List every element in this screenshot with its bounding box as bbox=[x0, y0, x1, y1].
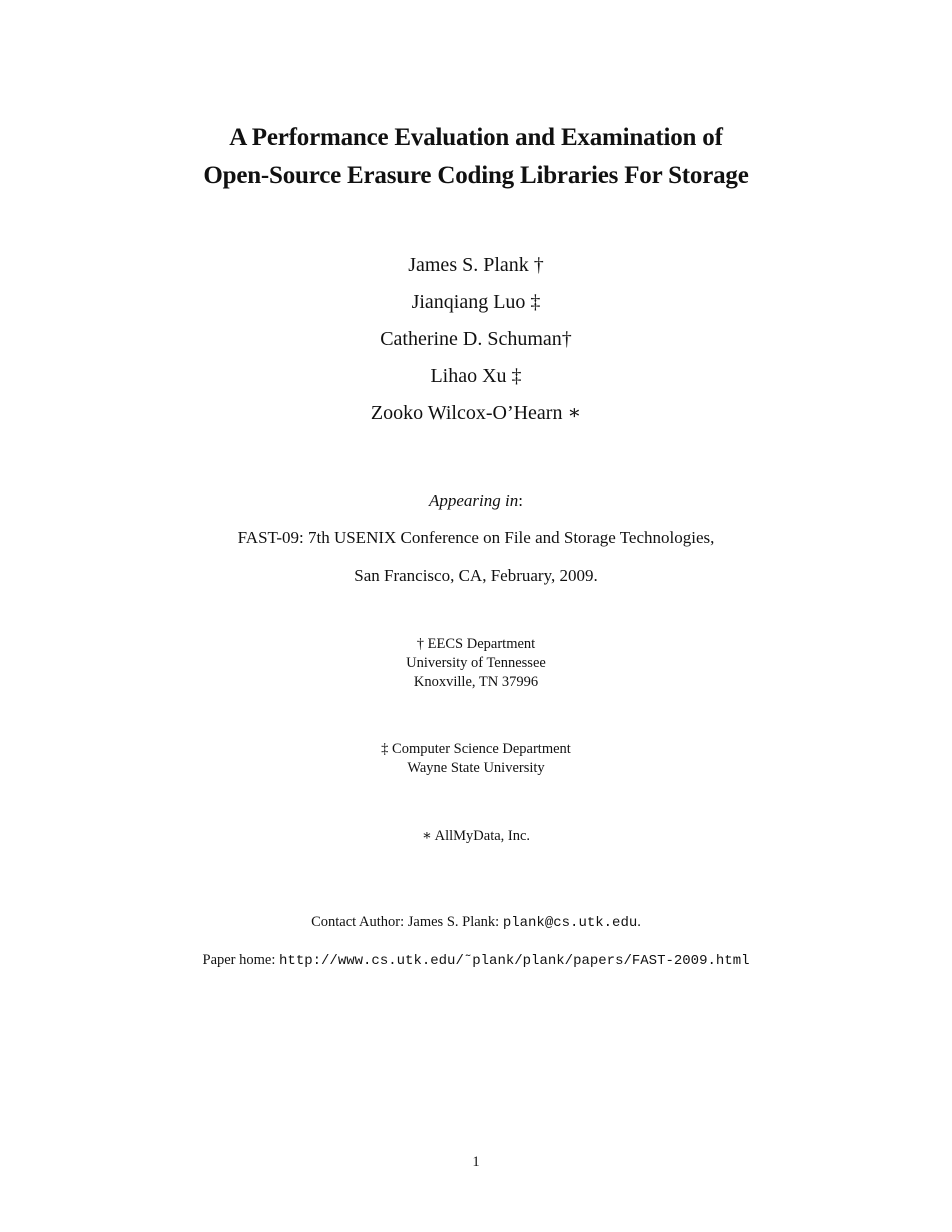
contact-author-line bbox=[0, 915, 952, 931]
paper-home-label: Paper home: bbox=[202, 952, 276, 968]
author-wilcox-ohearn: Zooko Wilcox-O’Hearn ∗ bbox=[370, 402, 582, 424]
contact-email-link[interactable]: plank@cs.utk.edu bbox=[502, 915, 638, 931]
author-xu: Lihao Xu ‡ bbox=[430, 365, 522, 387]
author-luo: Jianqiang Luo ‡ bbox=[411, 291, 541, 313]
affiliation-utk-university: University of Tennessee bbox=[406, 655, 546, 671]
title-line-1: A Performance Evaluation and Examination of bbox=[229, 124, 723, 151]
venue-line-1: FAST-09: 7th USENIX Conference on File and Storage Technologies, bbox=[237, 528, 715, 547]
contact-period: . bbox=[637, 914, 641, 930]
affiliation-wsu-university: Wayne State University bbox=[407, 760, 545, 776]
paper-home-line bbox=[0, 953, 952, 969]
affiliation-allmydata: ∗ AllMyData, Inc. bbox=[421, 828, 531, 844]
appearing-in-text: Appearing in bbox=[429, 491, 519, 510]
appearing-in-label bbox=[0, 492, 952, 509]
title-line-2: Open-Source Erasure Coding Libraries For Storage bbox=[203, 162, 749, 189]
affiliation-wsu-department: ‡ Computer Science Department bbox=[381, 741, 571, 757]
affiliation-utk-department: † EECS Department bbox=[416, 636, 536, 652]
page-number: 1 bbox=[472, 1154, 480, 1170]
appearing-in-colon: : bbox=[518, 491, 523, 510]
affiliation-utk-city: Knoxville, TN 37996 bbox=[413, 674, 539, 690]
paper-home-url-link[interactable]: http://www.cs.utk.edu/˜plank/plank/papers/FAST-2009.html bbox=[279, 953, 750, 969]
author-schuman: Catherine D. Schuman† bbox=[380, 328, 572, 350]
contact-author-label: Contact Author: James S. Plank: bbox=[311, 914, 500, 930]
author-plank: James S. Plank † bbox=[408, 254, 544, 276]
venue-line-2: San Francisco, CA, February, 2009. bbox=[354, 566, 598, 585]
